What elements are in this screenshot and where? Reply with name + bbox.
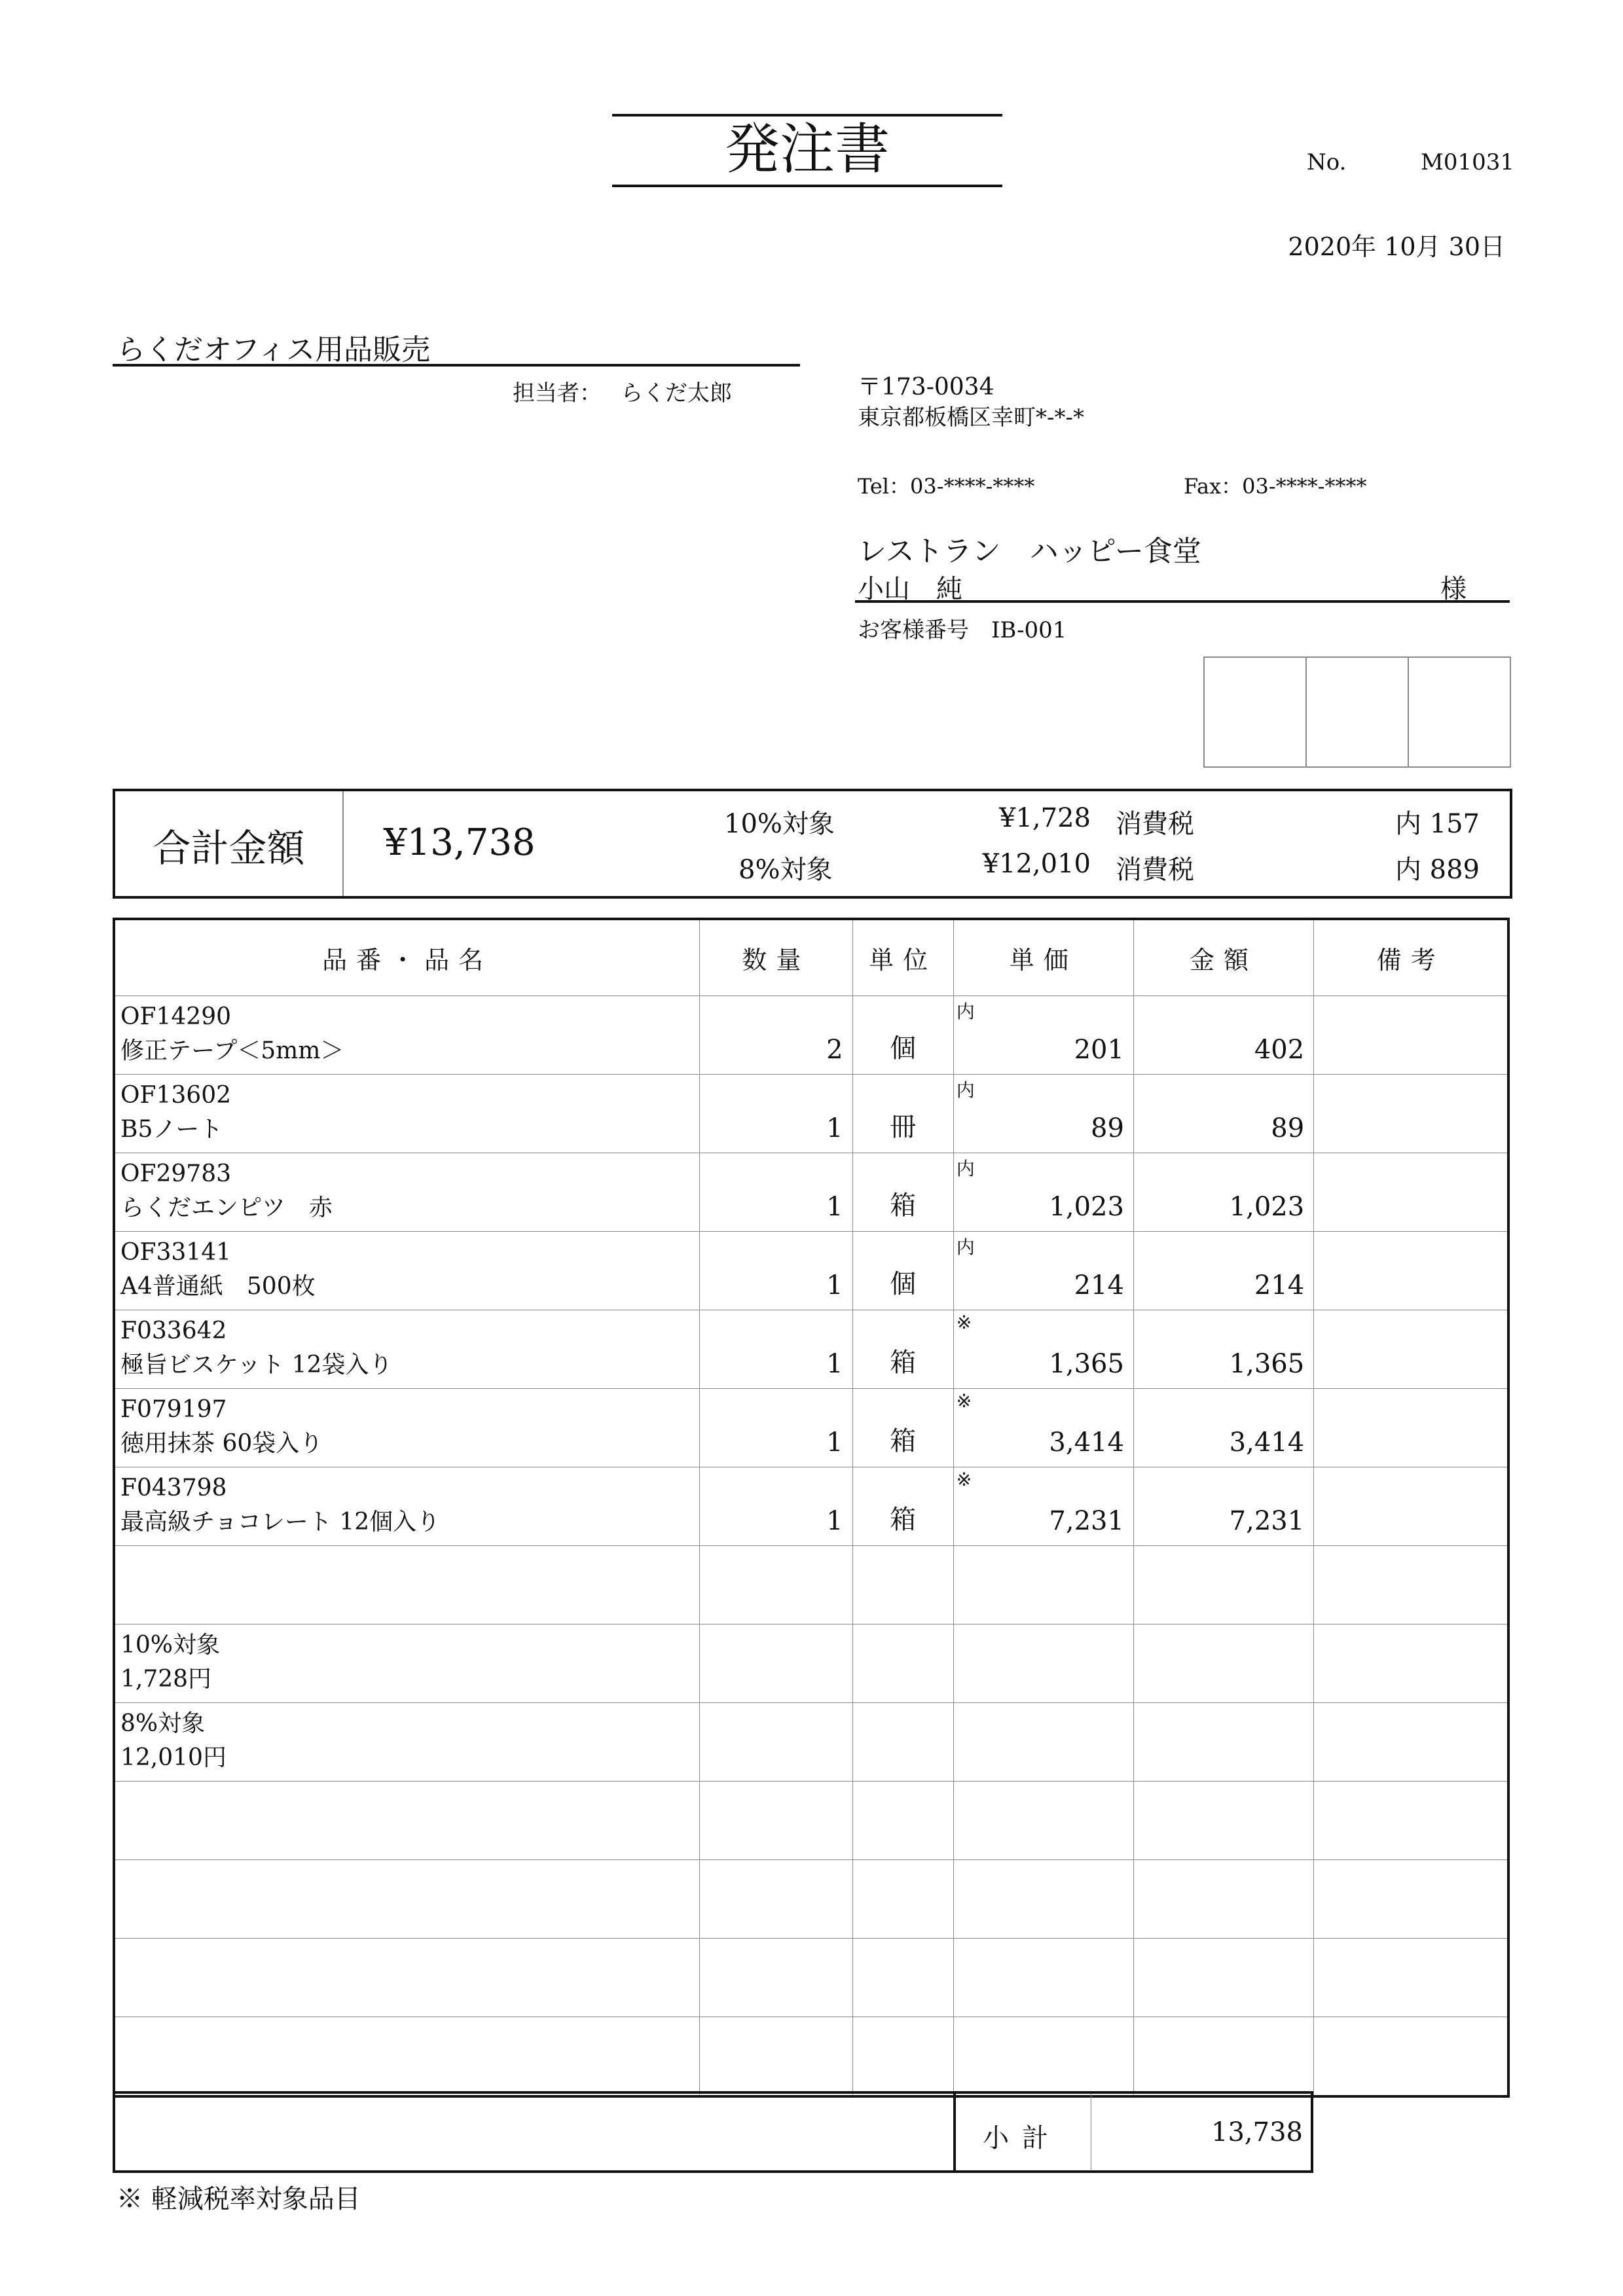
remarks-cell (1314, 996, 1508, 1075)
item-price: 1,023 (1049, 1192, 1124, 1222)
tax-mark: 内 (956, 1001, 975, 1022)
postal-code: 〒173-0034 (858, 374, 994, 401)
qty-cell (700, 1389, 852, 1467)
stamp-box (1205, 658, 1307, 766)
customer-underline (855, 600, 1510, 603)
address: 東京都板橋区幸町*-*-* (858, 404, 1084, 431)
table-row (114, 1310, 1508, 1389)
item-qty: 1 (826, 1270, 843, 1300)
price-cell (953, 996, 1133, 1075)
subtotal-box (113, 2091, 1313, 2173)
subtotal-value: 13,738 (1211, 2117, 1303, 2147)
table-header-row (114, 919, 1508, 996)
reduced-tax-footnote: ※ 軽減税率対象品目 (117, 2184, 361, 2214)
item-cell (114, 1310, 700, 1389)
item-qty: 1 (826, 1349, 843, 1379)
person-in-charge-label: 担当者： (513, 380, 602, 406)
item-unit: 冊 (890, 1112, 917, 1142)
item-code: OF14290 (120, 1003, 232, 1030)
customer-name: レストラン ハッピー食堂 (858, 535, 1201, 568)
col-header-price: 単価 (953, 919, 1133, 996)
tax-mark: 内 (956, 1236, 975, 1258)
tax-mark: 内 (956, 1079, 975, 1101)
item-unit: 箱 (890, 1191, 917, 1221)
price-cell (953, 1310, 1133, 1389)
reduced-tax-mark: ※ (956, 1469, 972, 1490)
col-header-item: 品番・品名 (114, 919, 700, 996)
honorific: 様 (1440, 574, 1467, 604)
item-cell (114, 1153, 700, 1232)
summary-cell (114, 1703, 700, 1782)
item-amount: 402 (1254, 1035, 1305, 1065)
col-header-qty: 数量 (700, 919, 852, 996)
qty-cell (700, 1232, 852, 1310)
reduced-tax-mark: ※ (956, 1390, 972, 1412)
unit-cell (852, 996, 953, 1075)
table-row (114, 996, 1508, 1075)
item-qty: 1 (826, 1113, 843, 1143)
item-price: 214 (1074, 1270, 1124, 1300)
customer-person: 小山 純 (858, 574, 962, 604)
item-amount: 214 (1254, 1270, 1305, 1300)
col-header-amount: 金額 (1133, 919, 1313, 996)
reduced-tax-mark: ※ (956, 1312, 972, 1333)
consumption-tax-amount: 内 889 (1395, 855, 1480, 885)
unit-cell (852, 1310, 953, 1389)
item-qty: 1 (826, 1192, 843, 1222)
item-name: 最高級チョコレート 12個入り (120, 1509, 441, 1535)
consumption-tax-amount: 内 157 (1395, 809, 1480, 839)
item-name: 修正テープ＜5mm＞ (120, 1037, 344, 1064)
summary-row (114, 1624, 1508, 1703)
summary-cell (114, 1624, 700, 1703)
order-number: M01031 (1421, 149, 1514, 175)
total-label: 合計金額 (153, 826, 305, 870)
order-date: 2020年 10月 30日 (1288, 232, 1505, 261)
unit-cell (852, 1389, 953, 1467)
amount-cell (1133, 1389, 1313, 1467)
item-unit: 箱 (890, 1348, 917, 1378)
table-row (114, 1467, 1508, 1546)
amount-cell (1133, 1153, 1313, 1232)
amount-cell (1133, 1467, 1313, 1546)
item-cell (114, 1075, 700, 1153)
qty-cell (700, 1075, 852, 1153)
empty-row (114, 2017, 1508, 2097)
amount-cell (1133, 996, 1313, 1075)
item-amount: 89 (1271, 1113, 1305, 1143)
items-table (113, 918, 1510, 2098)
table-row (114, 1075, 1508, 1153)
tax-rate-amount: ¥12,010 (982, 849, 1091, 879)
item-unit: 個 (890, 1033, 917, 1064)
item-amount: 1,365 (1229, 1349, 1305, 1379)
price-cell (953, 1232, 1133, 1310)
tel-number: Tel：03-****-**** (858, 474, 1035, 499)
item-name: A4普通紙 500枚 (120, 1273, 316, 1300)
tax-mark: 内 (956, 1158, 975, 1179)
item-amount: 3,414 (1229, 1427, 1305, 1458)
item-code: F033642 (120, 1318, 227, 1344)
price-cell (953, 1153, 1133, 1232)
price-cell (953, 1075, 1133, 1153)
item-cell (114, 1232, 700, 1310)
item-price: 1,365 (1049, 1349, 1124, 1379)
subtotal-label: 小計 (983, 2123, 1061, 2153)
item-name: B5ノート (120, 1116, 223, 1143)
summary-row (114, 1703, 1508, 1782)
item-amount: 7,231 (1229, 1506, 1305, 1536)
empty-row (114, 1782, 1508, 1860)
qty-cell (700, 1467, 852, 1546)
consumption-tax-label: 消費税 (1116, 809, 1194, 839)
person-in-charge: らくだ太郎 (621, 380, 732, 406)
item-unit: 箱 (890, 1505, 917, 1535)
customer-number: お客様番号 IB-001 (858, 617, 1067, 643)
summary-label: 8%対象 (120, 1710, 206, 1737)
total-summary-box (113, 789, 1512, 899)
item-unit: 箱 (890, 1426, 917, 1456)
item-cell (114, 1389, 700, 1467)
item-code: F043798 (120, 1475, 227, 1501)
table-row (114, 1153, 1508, 1232)
title-bottom-rule (612, 185, 1002, 187)
item-name: 極旨ビスケット 12袋入り (120, 1352, 393, 1378)
remarks-cell (1314, 1467, 1508, 1546)
qty-cell (700, 996, 852, 1075)
remarks-cell (1314, 1232, 1508, 1310)
table-row (114, 1389, 1508, 1467)
price-cell (953, 1467, 1133, 1546)
item-cell (114, 1467, 700, 1546)
item-qty: 2 (826, 1035, 843, 1065)
item-code: OF13602 (120, 1082, 232, 1109)
supplier-underline (113, 364, 800, 367)
remarks-cell (1314, 1389, 1508, 1467)
price-cell (953, 1389, 1133, 1467)
unit-cell (852, 1467, 953, 1546)
unit-cell (852, 1232, 953, 1310)
fax-number: Fax：03-****-**** (1184, 474, 1367, 499)
table-row (114, 1232, 1508, 1310)
qty-cell (700, 1153, 852, 1232)
item-price: 3,414 (1049, 1427, 1124, 1458)
remarks-cell (1314, 1075, 1508, 1153)
consumption-tax-label: 消費税 (1116, 855, 1194, 885)
item-name: 徳用抹茶 60袋入り (120, 1430, 323, 1457)
item-price: 201 (1074, 1035, 1124, 1065)
summary-label: 10%対象 (120, 1632, 221, 1659)
tax-rate-label: 8%対象 (739, 855, 833, 885)
item-code: F079197 (120, 1396, 227, 1423)
unit-cell (852, 1075, 953, 1153)
stamp-box (1409, 658, 1510, 766)
item-code: OF29783 (120, 1160, 232, 1187)
item-qty: 1 (826, 1506, 843, 1536)
total-amount: ¥13,738 (384, 821, 536, 864)
item-cell (114, 996, 700, 1075)
stamp-boxes (1203, 656, 1511, 768)
item-price: 7,231 (1049, 1506, 1124, 1536)
unit-cell (852, 1153, 953, 1232)
stamp-box (1307, 658, 1409, 766)
qty-cell (700, 1310, 852, 1389)
remarks-cell (1314, 1310, 1508, 1389)
item-name: らくだエンピツ 赤 (120, 1194, 333, 1221)
item-amount: 1,023 (1229, 1192, 1305, 1222)
col-header-unit: 単位 (852, 919, 953, 996)
amount-cell (1133, 1075, 1313, 1153)
item-price: 89 (1091, 1113, 1124, 1143)
document-title: 発注書 (724, 117, 890, 181)
item-code: OF33141 (120, 1239, 232, 1266)
col-header-remarks: 備考 (1314, 919, 1508, 996)
empty-row (114, 1546, 1508, 1624)
summary-value: 12,010円 (120, 1744, 227, 1771)
supplier-name: らくだオフィス用品販売 (117, 333, 431, 367)
item-qty: 1 (826, 1427, 843, 1458)
item-unit: 個 (890, 1269, 917, 1299)
order-number-label: No. (1307, 149, 1347, 175)
amount-cell (1133, 1232, 1313, 1310)
empty-row (114, 1860, 1508, 1939)
total-label-cell (115, 791, 344, 896)
tax-rate-label: 10%対象 (724, 809, 835, 839)
amount-cell (1133, 1310, 1313, 1389)
remarks-cell (1314, 1153, 1508, 1232)
empty-row (114, 1939, 1508, 2017)
tax-rate-amount: ¥1,728 (999, 803, 1091, 833)
summary-value: 1,728円 (120, 1666, 212, 1693)
